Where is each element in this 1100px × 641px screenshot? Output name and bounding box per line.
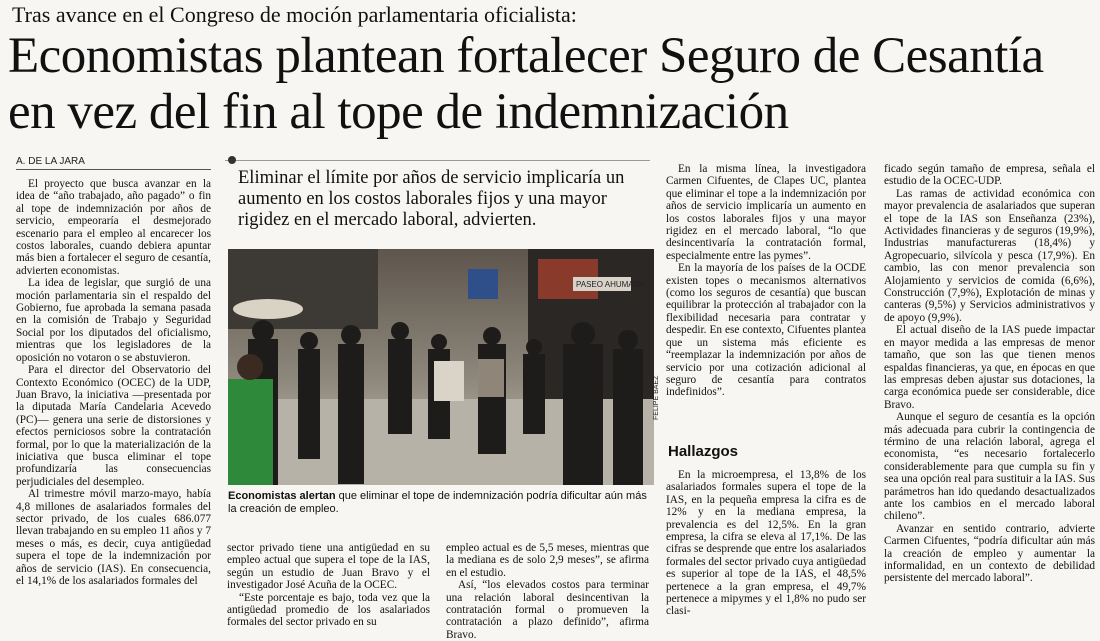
caption-lead: Economistas alertan (228, 490, 336, 502)
paragraph: “Este porcentaje es bajo, toda vez que la antigüedad promedio de los asalariados formales del sector privado en su (227, 591, 430, 629)
article-deck: Eliminar el límite por años de servicio implicaría un aumento en los costos laborales fijos y una mayor rigidez en el mercado laboral, advierten. (238, 168, 625, 230)
article-kicker: Tras avance en el Congreso de moción parlamentaria oficialista: (12, 2, 577, 27)
byline-divider (16, 169, 211, 170)
paragraph: El actual diseño de la IAS puede impactar en mayor medida a las empresas de menor tamaño, que son las que tienen menos espaldas financieras, ya que, en épocas en que las empresas deben ajustar sus dotaciones, la carga económica puede ser considerable, dice Bravo. (884, 324, 1095, 411)
paragraph: ficado según tamaño de empresa, señala el estudio de la OCEC-UDP. (884, 163, 1095, 188)
article-headline: Economistas plantean fortalecer Seguro de Cesantía en vez del fin al tope de indemnización (8, 28, 1044, 140)
body-column-4-continued (666, 469, 866, 627)
body-column-3 (446, 542, 649, 641)
paragraph: El proyecto que busca avanzar en la idea de “año trabajado, año pagado” o fin al tope de indemnización por años de servicio, empeoraría el desmejorado escenario para el empleo al encarecer los costos laborales, cuando debiera apuntar más bien a fortalecer el seguro de cesantía, advierten economistas. (16, 178, 211, 277)
section-subhead: Hallazgos (668, 443, 739, 460)
photo-credit: FELIPE BAEZ (653, 375, 660, 420)
paragraph: Al trimestre móvil marzo-mayo, había 4,8 millones de asalariados formales del sector privado, de los cuales 686.077 llevan trabajando en su empleo 11 años y 7 meses o más, es decir, cuya antigüedad supera el tope de la indemnización por años de servicio (IAS). En consecuencia, el 14,1% de los asalariados formales del (16, 488, 211, 587)
paragraph: En la mayoría de los países de la OCDE existen topes o mecanismos alternativos (como los seguros de cesantía) que buscan equilibrar la protección al trabajador con la flexibilidad necesaria para contratar y despedir. En ese contexto, Cifuentes plantea que un sistema más eficiente es “reemplazar la indemnización por años de servicio por una cotización adicional al seguro de cesantía para contratos indefinidos”. (666, 262, 866, 399)
article-byline: A. DE LA JARA (16, 156, 85, 167)
body-column-2 (227, 542, 430, 627)
paragraph: empleo actual es de 5,5 meses, mientras que la mediana es de solo 2,9 meses”, se afirma en el estudio. (446, 542, 649, 579)
paragraph: Avanzar en sentido contrario, advierte Carmen Cifuentes, “podría dificultar aún más la creación de empleo y aumentar la informalidad, en un contexto de debilidad persistente del mercado laboral”. (884, 522, 1095, 585)
photo-caption (228, 490, 654, 516)
paragraph: Aunque el seguro de cesantía es la opción más adecuada para cubrir la contingencia de término de una relación laboral, agrega el economista, “es necesario fortalecerlo considerablemente para que cumpla su fin y sea una opción real para sustituir a la IAS. Sus parámetros han ido quedando desactualizados ante los cambios en el mercado laboral chileno”. (884, 411, 1095, 523)
deck-divider (225, 160, 650, 161)
body-column-4 (666, 163, 866, 433)
bullet-icon (228, 156, 236, 164)
caption-text: que eliminar el tope de indemnización podría dificultar aún más la creación de empleo. (228, 490, 647, 515)
paragraph: Las ramas de actividad económica con mayor prevalencia de asalariados que superan el tope de la IAS son Enseñanza (23%), Actividades financieras y de seguros (19,9%), Industrias manufactureras (18,4%) y Agropecuario, silvícola y pesca (17,9%). En cambio, las con menor prevalencia son Alojamiento y servicios de comida (6,6%), Construcción (7,9%), Explotación de minas y canteras (9,5%) y Servicios administrativos y de apoyo (9,9%). (884, 187, 1095, 324)
paragraph: En la microempresa, el 13,8% de los asalariados formales supera el tope de la IAS, en la pequeña empresa la cifra es de 12% y en la mediana empresa, la prevalencia es del 12,5%. En la gran empresa, la cifra se eleva al 17,1%. De las cifras se desprende que entre los asalariados formales del sector privado cuya antigüedad es superior al tope de la IAS, el 48,5% pertenece a la gran empresa, el 49,7% pertenece a mipymes y el 1,8% no pudo ser clasi- (666, 469, 866, 618)
paragraph: La idea de legislar, que surgió de una moción parlamentaria sin el respaldo del Gobierno, fue aprobada la semana pasada en la comisión de Trabajo y Seguridad Social por los diputados del oficialismo, mientras que los legisladores de la oposición no votaron o se abstuvieron. (16, 277, 211, 364)
street-photo (228, 249, 654, 485)
pedestrians-illustration (228, 249, 654, 485)
paragraph: En la misma línea, la investigadora Carmen Cifuentes, de Clapes UC, plantea que eliminar el tope a la indemnización por años de servicio implicaría un aumento en los costos laborales fijos y una mayor rigidez en el mercado laboral, “lo que desincentivaría la contratación formal, especialmente entre las pymes”. (666, 163, 866, 262)
street-sign-text: PASEO AHUMADA (576, 280, 645, 289)
paragraph: Así, “los elevados costos para terminar una relación laboral desincentivan la contratación formal o promueven la contratación a plazo definido”, afirma Bravo. (446, 579, 649, 641)
paragraph: sector privado tiene una antigüedad en su empleo actual que supera el tope de la IAS, según un estudio de Juan Bravo y el investigador José Acuña de la OCEC. (227, 542, 430, 592)
body-column-1 (16, 178, 211, 627)
paragraph: Para el director del Observatorio del Contexto Económico (OCEC) de la UDP, Juan Bravo, la iniciativa —presentada por la diputada María Candelaria Acevedo (PC)— genera una serie de distorsiones y efectos perniciosos sobre la contratación formal, por lo que la materialización de la iniciativa que busca eliminar el tope profundizaría las consecuencias perjudiciales del desempleo. (16, 364, 211, 488)
body-column-5 (884, 163, 1095, 627)
